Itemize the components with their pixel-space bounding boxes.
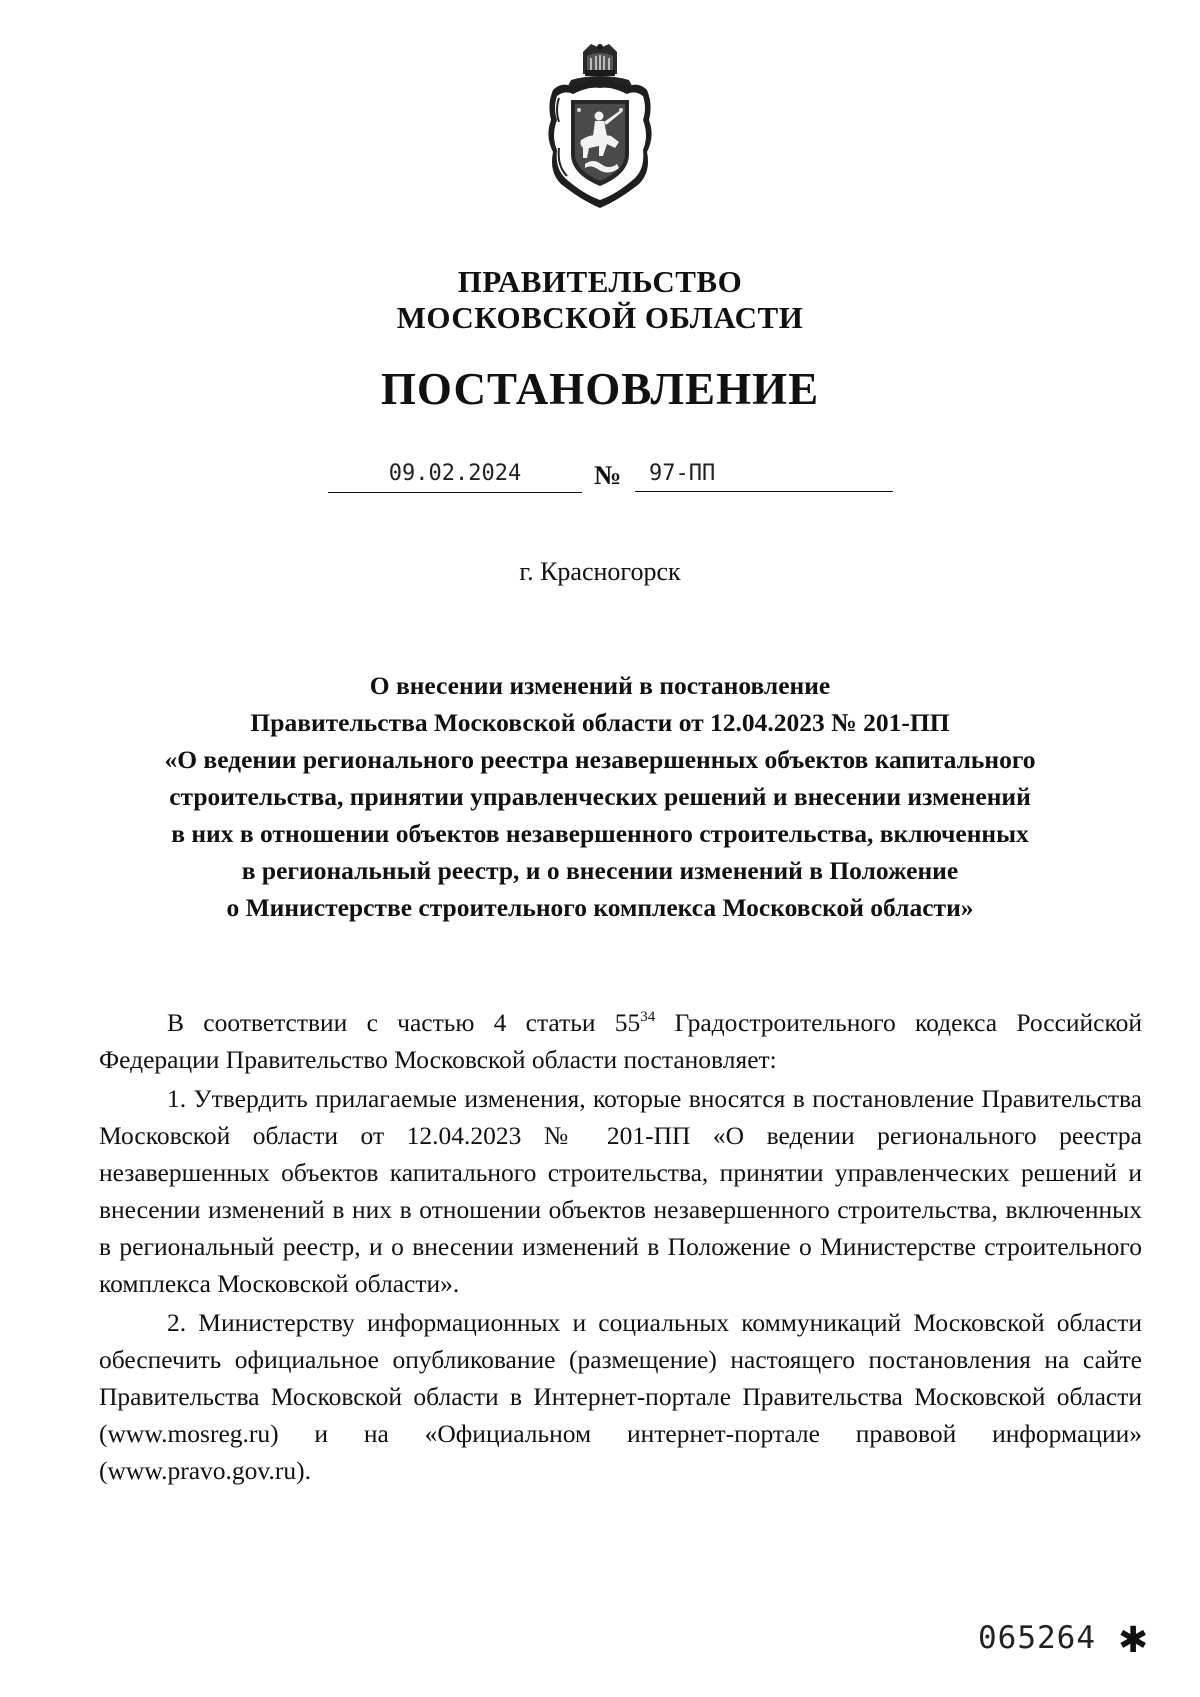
preamble-paragraph	[99, 1004, 1142, 1078]
city-name: г. Красногорск	[519, 557, 681, 586]
title-line: «О ведении регионального реестра незавершенных объектов капитального	[164, 745, 1036, 774]
document-number: 97-ПП	[635, 458, 893, 492]
document-title	[100, 667, 1100, 926]
preamble-text-cont: Градостроительного кодекса Российской Федерации Правительство Московской области постановляет:	[99, 1008, 1142, 1074]
title-line: в них в отношении объектов незавершенного строительства, включенных	[171, 819, 1029, 848]
serial-number: 065264	[978, 1620, 1096, 1656]
document-body	[99, 1004, 1142, 1491]
title-line: в региональный реестр, и о внесении изменений в Положение	[241, 856, 959, 885]
registration-line	[0, 458, 1200, 498]
document-type-title: ПОСТАНОВЛЕНИЕ	[380, 364, 820, 414]
title-line: о Министерстве строительного комплекса Московской области»	[226, 893, 974, 922]
preamble-text: В соответствии с частью 4 статьи 55	[167, 1008, 641, 1037]
item-2-paragraph: 2. Министерству информационных и социальных коммуникаций Московской области обеспечить официальное опубликование (размещение) настоящего постановления на сайте Правительства Московской области в Интернет-портале Правительства Московской области (www.mosreg.ru) и на «Официальном интернет-портале правовой информации» (www.pravo.gov.ru).	[99, 1308, 1142, 1485]
title-line: Правительства Московской области от 12.04.2023 № 201-ПП	[250, 708, 950, 737]
coat-of-arms-icon	[541, 44, 659, 212]
org-name-line2: МОСКОВСКОЙ ОБЛАСТИ	[396, 300, 804, 335]
item-1-paragraph: 1. Утвердить прилагаемые изменения, которые вносятся в постановление Правительства Московской области от 12.04.2023 № 201-ПП «О ведении регионального реестра незавершенных объектов капитального строительства, принятии управленческих решений и внесении изменений в них в отношении объектов незавершенного строительства, включенных в региональный реестр, и о внесении изменений в Положение о Министерстве строительного комплекса Московской области».	[99, 1084, 1142, 1298]
title-line: О внесении изменений в постановление	[369, 671, 831, 700]
article-superscript: 34	[640, 1009, 656, 1025]
org-name-line1: ПРАВИТЕЛЬСТВО	[457, 264, 743, 299]
asterisk-icon: ✱	[1118, 1620, 1149, 1661]
number-sign: №	[594, 460, 622, 490]
title-line: строительства, принятии управленческих решений и внесении изменений	[169, 782, 1031, 811]
document-date: 09.02.2024	[328, 458, 582, 493]
